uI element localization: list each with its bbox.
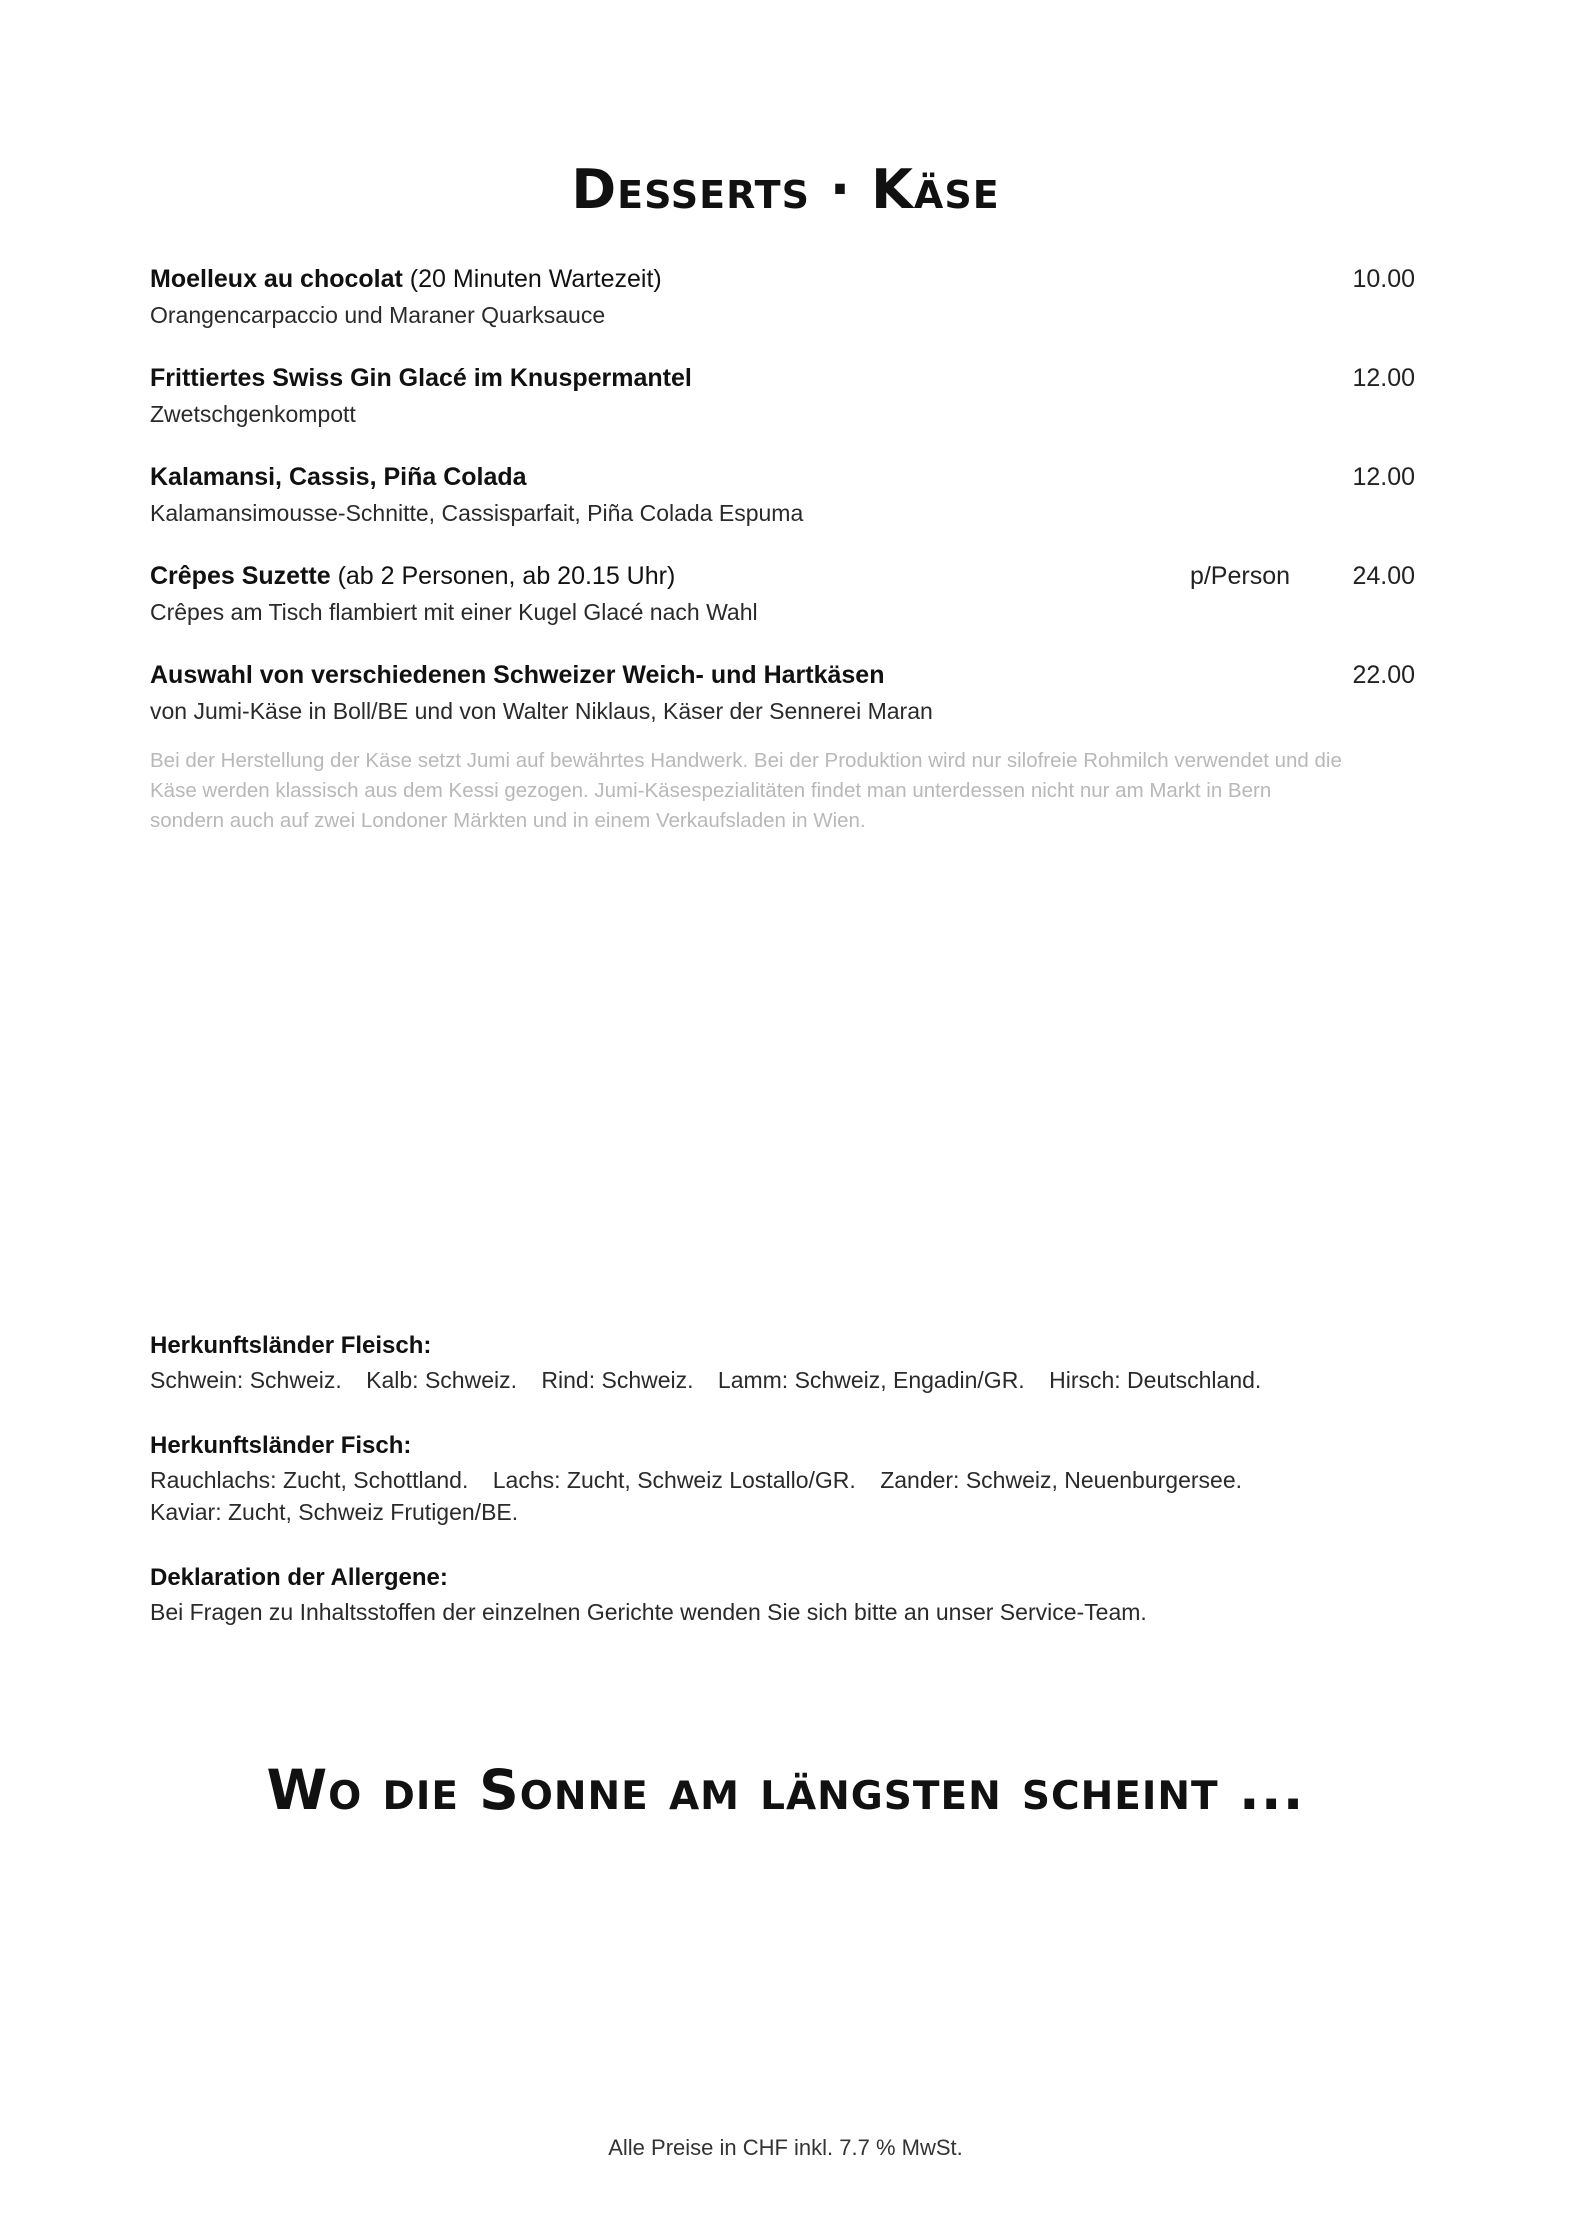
allergens-heading: Deklaration der Allergene: bbox=[150, 1564, 448, 1591]
origin-meat-heading: Herkunftsländer Fleisch: bbox=[150, 1332, 432, 1359]
menu-item-name: Frittiertes Swiss Gin Glacé im Knuspermantel bbox=[150, 364, 692, 392]
menu-item-moelleux bbox=[150, 262, 1415, 361]
origin-fish-entry-caviar: Kaviar: Zucht, Schweiz Frutigen/BE. bbox=[150, 1499, 519, 1525]
menu-item-name: Moelleux au chocolat bbox=[150, 265, 403, 293]
menu-item-description: von Jumi-Käse in Boll/BE und von Walter Niklaus, Käser der Sennerei Maran bbox=[150, 698, 933, 724]
allergens-text: Bei Fragen zu Inhaltsstoffen der einzelnen Gerichte wenden Sie sich bitte an unser Service-Team. bbox=[150, 1599, 1147, 1625]
allergens-section bbox=[150, 1562, 1430, 1628]
menu-item-name-suffix: (ab 2 Personen, ab 20.15 Uhr) bbox=[330, 562, 676, 590]
menu-item-title bbox=[150, 460, 527, 494]
menu-item-price: 22.00 bbox=[1352, 661, 1415, 689]
menu-item-unit: p/Person bbox=[1189, 562, 1290, 590]
origin-fish-list bbox=[150, 1464, 1430, 1496]
menu-item-name: Auswahl von verschiedenen Schweizer Weich- und Hartkäsen bbox=[150, 661, 885, 689]
cheese-note: Bei der Herstellung der Käse setzt Jumi auf bewährtes Handwerk. Bei der Produktion wird nur silofreie Rohmilch verwendet und die Käse werden klassisch aus dem Kessi gezogen. Jumi-Käsespezialitäten findet man unterdessen nicht nur am Markt in Bern sondern auch auf zwei Londoner Märkten und in einem Verkaufsladen in Wien. bbox=[150, 749, 1342, 832]
origin-meat-entry: Rind: Schweiz. bbox=[541, 1367, 694, 1393]
menu-item-title bbox=[150, 559, 675, 593]
menu-item-title bbox=[150, 262, 662, 296]
menu-item-title bbox=[150, 658, 885, 692]
menu-list bbox=[150, 262, 1415, 757]
origin-meat-entry: Lamm: Schweiz, Engadin/GR. bbox=[717, 1367, 1025, 1393]
menu-item-description: Crêpes am Tisch flambiert mit einer Kugel Glacé nach Wahl bbox=[150, 599, 758, 625]
origin-fish-entry: Zander: Schweiz, Neuenburgersee. bbox=[880, 1467, 1242, 1493]
menu-item-price: 24.00 bbox=[1352, 562, 1415, 590]
slogan: Wo die Sonne am längsten scheint ... bbox=[266, 1758, 1305, 1822]
page-title: Desserts · Käse bbox=[571, 158, 1000, 221]
origin-meat-entry: Schwein: Schweiz. bbox=[150, 1367, 342, 1393]
origin-fish-heading: Herkunftsländer Fisch: bbox=[150, 1432, 412, 1459]
origin-fish-section bbox=[150, 1430, 1430, 1528]
menu-item-cheese bbox=[150, 658, 1415, 757]
origin-meat-section bbox=[150, 1330, 1430, 1396]
origin-meat-entry: Kalb: Schweiz. bbox=[366, 1367, 517, 1393]
menu-item-crepes-suzette bbox=[150, 559, 1415, 658]
menu-item-name-suffix: (20 Minuten Wartezeit) bbox=[402, 265, 662, 293]
menu-item-description: Orangencarpaccio und Maraner Quarksauce bbox=[150, 302, 606, 328]
menu-item-name: Crêpes Suzette bbox=[150, 562, 331, 590]
origin-fish-entry: Rauchlachs: Zucht, Schottland. bbox=[150, 1467, 469, 1493]
menu-item-kalamansi bbox=[150, 460, 1415, 559]
menu-item-name: Kalamansi, Cassis, Piña Colada bbox=[150, 463, 527, 491]
menu-item-price: 12.00 bbox=[1352, 364, 1415, 392]
menu-item-price: 10.00 bbox=[1352, 265, 1415, 293]
origin-meat-entry: Hirsch: Deutschland. bbox=[1049, 1367, 1262, 1393]
price-footnote: Alle Preise in CHF inkl. 7.7 % MwSt. bbox=[608, 2135, 963, 2160]
origin-meat-list bbox=[150, 1364, 1430, 1396]
menu-item-gin-glace bbox=[150, 361, 1415, 460]
menu-item-price: 12.00 bbox=[1352, 463, 1415, 491]
menu-item-title bbox=[150, 361, 692, 395]
origin-fish-entry: Lachs: Zucht, Schweiz Lostallo/GR. bbox=[492, 1467, 856, 1493]
menu-item-description: Zwetschgenkompott bbox=[150, 401, 356, 427]
menu-item-description: Kalamansimousse-Schnitte, Cassisparfait, Piña Colada Espuma bbox=[150, 500, 804, 526]
